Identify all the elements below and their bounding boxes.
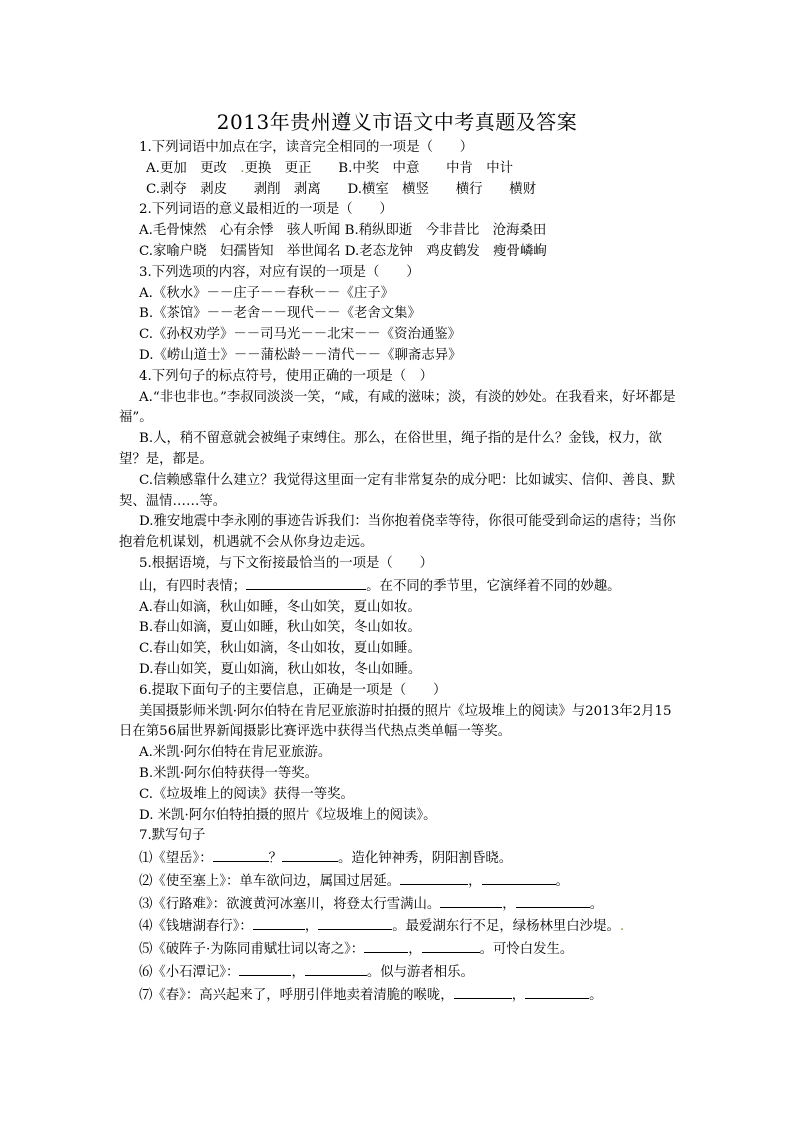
q7-line-2-tail: 。 — [555, 873, 569, 889]
fill-blank — [525, 984, 589, 999]
q7-line-5-tail: 。可怜白发生。 — [479, 942, 574, 958]
q6-option-c: C.《垃圾堆上的阅读》获得一等奖。 — [139, 786, 354, 802]
q6-option-b: B.米凯·阿尔伯特获得一等奖。 — [139, 765, 319, 781]
fill-blank — [213, 847, 269, 862]
q2-stem: 2.下列词语的意义最相近的一项是（ ） — [139, 202, 393, 218]
q7-line-6-tail: 。似与游者相乐。 — [366, 965, 474, 981]
fill-blank — [516, 893, 590, 908]
fill-blank — [239, 961, 291, 976]
q7-line-7-mid: ， — [511, 987, 526, 1003]
q1-option-a: A.更加 更改 — [146, 160, 241, 176]
fill-blank — [400, 870, 468, 885]
fill-blank — [364, 938, 408, 953]
q2-options-ab: A.毛骨悚然 心有余悸 骇人听闻 B.稍纵即逝 今非昔比 沧海桑田 — [139, 223, 547, 239]
q2-options-cd: C.家喻户晓 妇孺皆知 举世闻名 D.老态龙钟 鸡皮鹤发 瘦骨嶙峋 — [139, 243, 547, 259]
q3-option-c: C.《孙权劝学》－－司马光－－北宋－－《资治通鉴》 — [139, 327, 462, 343]
q6-option-d: D. 米凯·阿尔伯特拍摄的照片《垃圾堆上的阅读》。 — [139, 807, 437, 823]
q7-line-3-mid: ， — [502, 896, 516, 912]
q3-stem: 3.下列选项的内容，对应有误的一项是（ ） — [139, 264, 420, 280]
q6-stem: 6.提取下面句子的主要信息，正确是一项是（ ） — [139, 682, 447, 698]
fill-blank — [440, 893, 502, 908]
q4-option-d: D.雅安地震中李永刚的事迹告诉我们：当你抱着侥幸等待，你很可能受到命运的虐待；当你抱着危机谋划，机遇就不会从你身边走远。 — [119, 514, 676, 551]
q7-line-2-mid: ， — [468, 873, 482, 889]
q7-line-4 — [119, 915, 679, 938]
q5-stem: 5.根据语境，与下文衔接最恰当的一项是（ ） — [139, 555, 433, 571]
q7-line-7 — [119, 984, 679, 1007]
document-body — [119, 138, 679, 1007]
stray-dot: . — [619, 919, 625, 935]
q7-line-4-head: ⑷《钱塘湖春行》： — [139, 919, 253, 935]
q5-context-pre: 山，有四时表情； — [139, 578, 247, 594]
q6-option-a: A.米凯·阿尔伯特在肯尼亚旅游。 — [139, 745, 332, 761]
q5-option-c: C.春山如笑，秋山如滴，冬山如妆，夏山如睡。 — [139, 641, 421, 657]
q1-options-ab — [119, 159, 679, 180]
q6-passage: 美国摄影师米凯·阿尔伯特在肯尼亚旅游时拍摄的照片《垃圾堆上的阅读》与2013年2月15日在第56届世界新闻摄影比赛评选中获得当代热点类单幅一等奖。 — [119, 703, 672, 740]
q5-option-a: A.春山如滴，秋山如睡，冬山如笑，夏山如妆。 — [139, 599, 421, 615]
q7-line-7-tail: 。 — [589, 987, 603, 1003]
q7-line-4-tail: 。最爱湖东行不足，绿杨林里白沙堤。 — [392, 919, 620, 935]
q7-line-3 — [119, 893, 679, 916]
fill-blank — [246, 575, 366, 590]
q7-line-5 — [119, 938, 679, 961]
q7-line-6 — [119, 961, 679, 984]
q7-line-6-head: ⑹《小石潭记》： — [139, 965, 240, 981]
q7-line-6-mid: ， — [291, 965, 305, 981]
q4-stem: 4.下列句子的标点符号，使用正确的一项是（ ） — [139, 368, 433, 384]
q5-context-post: 。在不同的季节里，它演绎着不同的妙趣。 — [366, 578, 621, 594]
fill-blank — [282, 847, 338, 862]
q7-line-7-head: ⑺《春》：高兴起来了，呼朋引伴地卖着清脆的喉咙， — [139, 987, 454, 1003]
q7-line-1-tail: 。造化钟神秀，阴阳割昏晓。 — [338, 851, 513, 867]
q1-option-a-rest: 更换 更正 B.中奖 中意 中肯 中计 — [244, 160, 514, 176]
q1-options-cd: C.剥夺 剥皮 剥削 剥离 D.横室 横竖 横行 横财 — [146, 181, 537, 197]
q7-line-1-mid: ？ — [268, 851, 283, 867]
q4-option-a: A.“非也非也。”李叔同淡淡一笑，“咸，有咸的滋味；淡，有淡的妙处。在我看来，好坏都是福”。 — [119, 389, 676, 426]
q3-option-b: B.《茶馆》－－老舍－－现代－－《老舍文集》 — [139, 306, 421, 322]
q7-line-2 — [119, 870, 679, 893]
q4-option-b: B.人，稍不留意就会被绳子束缚住。那么，在俗世里，绳子指的是什么？金钱，权力，欲望？是，都是。 — [119, 431, 662, 467]
q7-line-3-tail: 。 — [589, 896, 604, 912]
q7-line-3-head: ⑶《行路难》：欲渡黄河冰塞川，将登太行雪满山。 — [139, 896, 441, 912]
q5-option-b: B.春山如滴，夏山如睡，秋山如笑，冬山如妆。 — [139, 620, 421, 636]
q1-stem: 1.下列词语中加点在字，读音完全相同的一项是（ ） — [139, 140, 474, 155]
fill-blank — [305, 961, 367, 976]
q5-context — [119, 575, 679, 598]
q7-stem: 7.默写句子 — [139, 828, 206, 844]
q7-line-5-head: ⑸《破阵子·为陈同甫赋壮词以寄之》： — [139, 942, 365, 958]
q3-option-a: A.《秋水》－－庄子－－春秋－－《庄子》 — [139, 285, 394, 301]
fill-blank — [454, 984, 512, 999]
fill-blank — [422, 938, 480, 953]
q4-option-c: C.信赖感靠什么建立？我觉得这里面一定有非常复杂的成分吧：比如诚实、信仰、善良、默契、温情……等。 — [119, 472, 676, 509]
document-title: 2013年贵州遵义市语文中考真题及答案 — [216, 110, 578, 134]
fill-blank — [318, 915, 392, 930]
fill-blank — [253, 915, 305, 930]
q7-line-5-mid: ， — [408, 942, 422, 958]
q7-line-1 — [119, 847, 679, 870]
q7-line-1-head: ⑴《望岳》： — [139, 851, 213, 867]
stray-dot: . — [240, 160, 245, 176]
q3-option-d: D.《崂山道士》－－蒲松龄－－清代－－《聊斋志异》 — [139, 347, 462, 363]
fill-blank — [482, 870, 556, 885]
q5-option-d: D.春山如笑，夏山如滴，秋山如妆，冬山如睡。 — [139, 661, 422, 677]
q7-line-4-mid: ， — [304, 919, 319, 935]
q7-line-2-head: ⑵《使至塞上》：单车欲问边，属国过居延。 — [139, 873, 401, 889]
